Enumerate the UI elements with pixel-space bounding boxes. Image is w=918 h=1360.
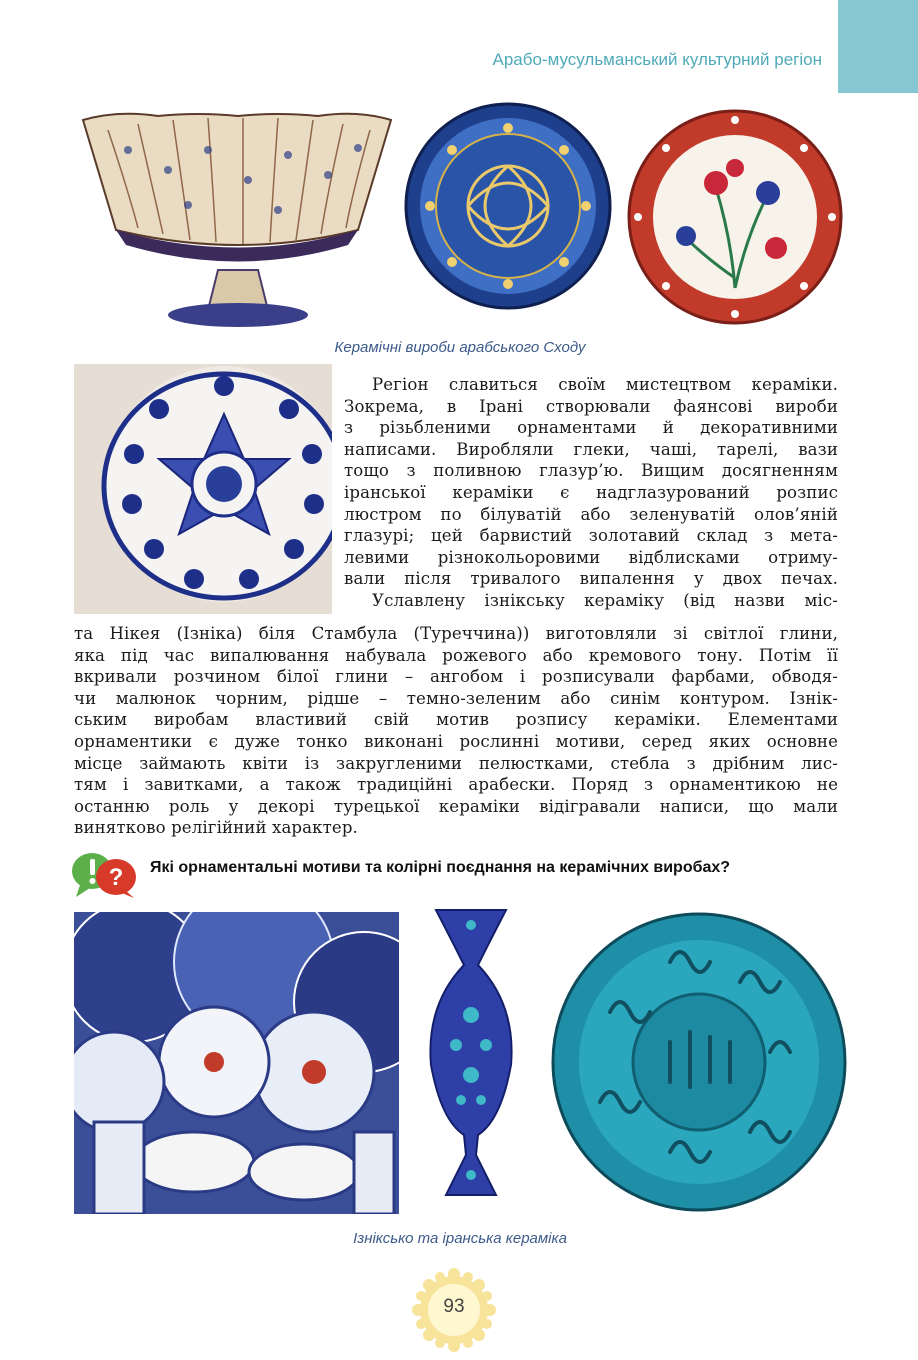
iznik-pottery-collection-image — [74, 912, 399, 1214]
text-line: тощо з поливною глазур’ю. Вищим досягненням — [344, 461, 838, 481]
persian-vase-image — [416, 905, 526, 1211]
text-line: орнаментики є дуже тонко виконані рослинні мотиви, серед яких основне — [74, 731, 838, 751]
paragraph-ceramics-iran — [344, 374, 838, 612]
text-line: чи малюнок чорним, рідше – темно-зеленим або синім контуром. Ізнік- — [74, 688, 838, 708]
svg-text:?: ? — [108, 864, 124, 891]
text-line: з різьбленими орнаментами й декоративними — [344, 418, 838, 438]
top-figure-caption: Керамічні вироби арабського Сходу — [334, 339, 586, 356]
text-line: левими різнокольоровими відблисками отриму- — [344, 547, 838, 567]
text-line: Регіон славиться своїм мистецтвом кераміки. — [372, 375, 838, 394]
corner-tab — [838, 0, 918, 93]
text-line: тям і завитками, а також традиційні арабески. Поряд з орнаментикою не — [74, 775, 838, 795]
turquoise-calligraphy-plate-image — [550, 912, 848, 1212]
text-line: винятково релігійний характер. — [74, 818, 358, 838]
running-header: Арабо-мусульманський культурний регіон — [492, 50, 822, 69]
text-line: та Нікея (Ізніка) біля Стамбула (Туреччина)) виготовляли зі світлої глини, — [74, 624, 838, 643]
pedestal-bowl-image — [78, 110, 396, 328]
text-line: іранської кераміки є надглазурований розпис — [344, 482, 838, 502]
discussion-question: Які орнаментальні мотиви та колірні поєднання на керамічних виробах? — [150, 859, 731, 876]
red-floral-plate-image — [626, 108, 844, 326]
text-line: місце займають квіти із закругленими пелюстками, стебла з дрібним лис- — [74, 753, 838, 773]
text-line: люстром по білуватій або зеленуватій олов’яній — [344, 504, 838, 524]
text-line: вали після тривалого випалення у двох печах. — [344, 569, 838, 589]
paragraph-iznik-ceramics — [74, 623, 838, 839]
text-line: Уславлену ізнікську кераміку (від назви міс- — [372, 590, 838, 610]
bottom-figure-caption: Ізніксько та іранська кераміка — [353, 1230, 567, 1247]
text-line: написами. Виробляли глеки, чаші, тарелі, вази — [344, 439, 838, 459]
page-number: 93 — [443, 1296, 465, 1317]
text-line: глазурі; цей барвистий золотавий склад з мета- — [344, 526, 838, 546]
blue-knot-plate-image — [402, 100, 614, 312]
text-line: вкривали розчином білої глини – ангобом і розписували фарбами, обводя- — [74, 667, 838, 687]
text-line: Зокрема, в Ірані створювали фаянсові вироби — [344, 396, 838, 416]
question-bubble-icon — [70, 851, 140, 899]
blue-pierced-plate-image — [74, 364, 332, 614]
text-line: останню роль у декорі турецької кераміки відігравали написи, що мали — [74, 796, 838, 816]
text-line: яка під час випалювання набувала рожевого або кремового тону. Потім її — [74, 645, 838, 665]
text-line: ським виробам властивий свій мотив розпису кераміки. Елементами — [74, 710, 838, 730]
